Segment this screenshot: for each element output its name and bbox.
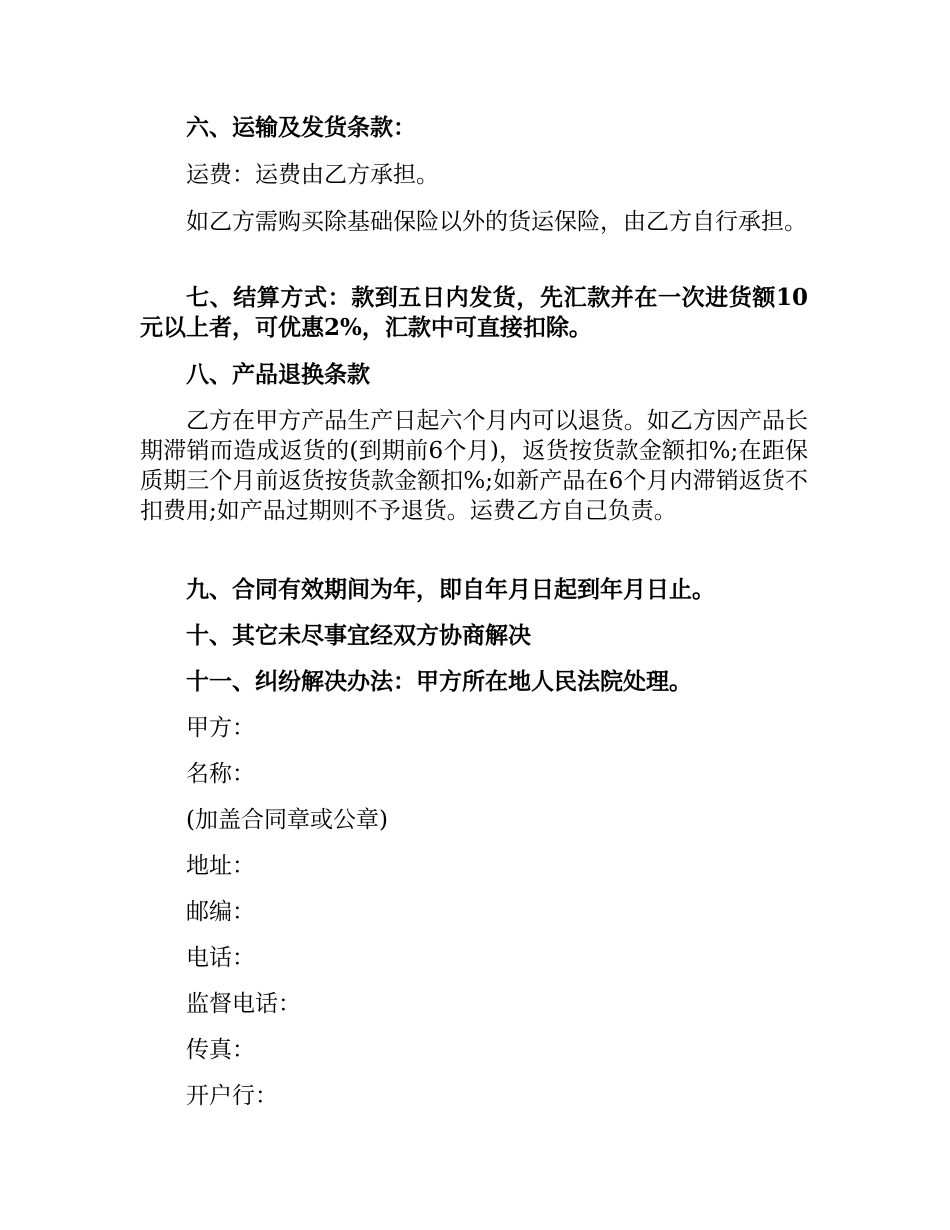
shipping-fee-text: 运费：运费由乙方承担。 <box>186 162 439 188</box>
name-label: 名称： <box>186 761 255 787</box>
phone-label: 电话： <box>186 945 255 971</box>
clause-7-heading: 七、结算方式：款到五日内发货，先汇款并在一次进货额10元以上者，可优惠2%，汇款中可直接扣除。 <box>140 284 808 341</box>
postcode-label: 邮编： <box>186 899 255 925</box>
seal-note: (加盖合同章或公章) <box>186 807 388 833</box>
clause-8-heading: 八、产品退换条款 <box>186 361 370 388</box>
clause-9-heading: 九、合同有效期间为年，即自年月日起到年月日止。 <box>186 576 715 603</box>
clause-10-heading: 十、其它未尽事宜经双方协商解决 <box>186 622 531 649</box>
return-policy-text: 乙方在甲方产品生产日起六个月内可以退货。如乙方因产品长期滞销而造成返货的(到期前6个月)，返货按货款金额扣%;在距保质期三个月前返货按货款金额扣%;如新产品在6个月内滞销返货不扣费用;如产品过期则不予退货。运费乙方自己负责。 <box>140 408 808 524</box>
party-a-label: 甲方： <box>186 715 255 741</box>
supervision-phone-label: 监督电话： <box>186 991 301 1017</box>
bank-label: 开户行： <box>186 1083 278 1109</box>
insurance-text: 如乙方需购买除基础保险以外的货运保险，由乙方自行承担。 <box>186 209 807 235</box>
address-label: 地址： <box>186 853 255 879</box>
clause-11-heading: 十一、纠纷解决办法：甲方所在地人民法院处理。 <box>186 668 692 695</box>
fax-label: 传真： <box>186 1037 255 1063</box>
clause-6-heading: 六、运输及发货条款： <box>186 114 416 141</box>
